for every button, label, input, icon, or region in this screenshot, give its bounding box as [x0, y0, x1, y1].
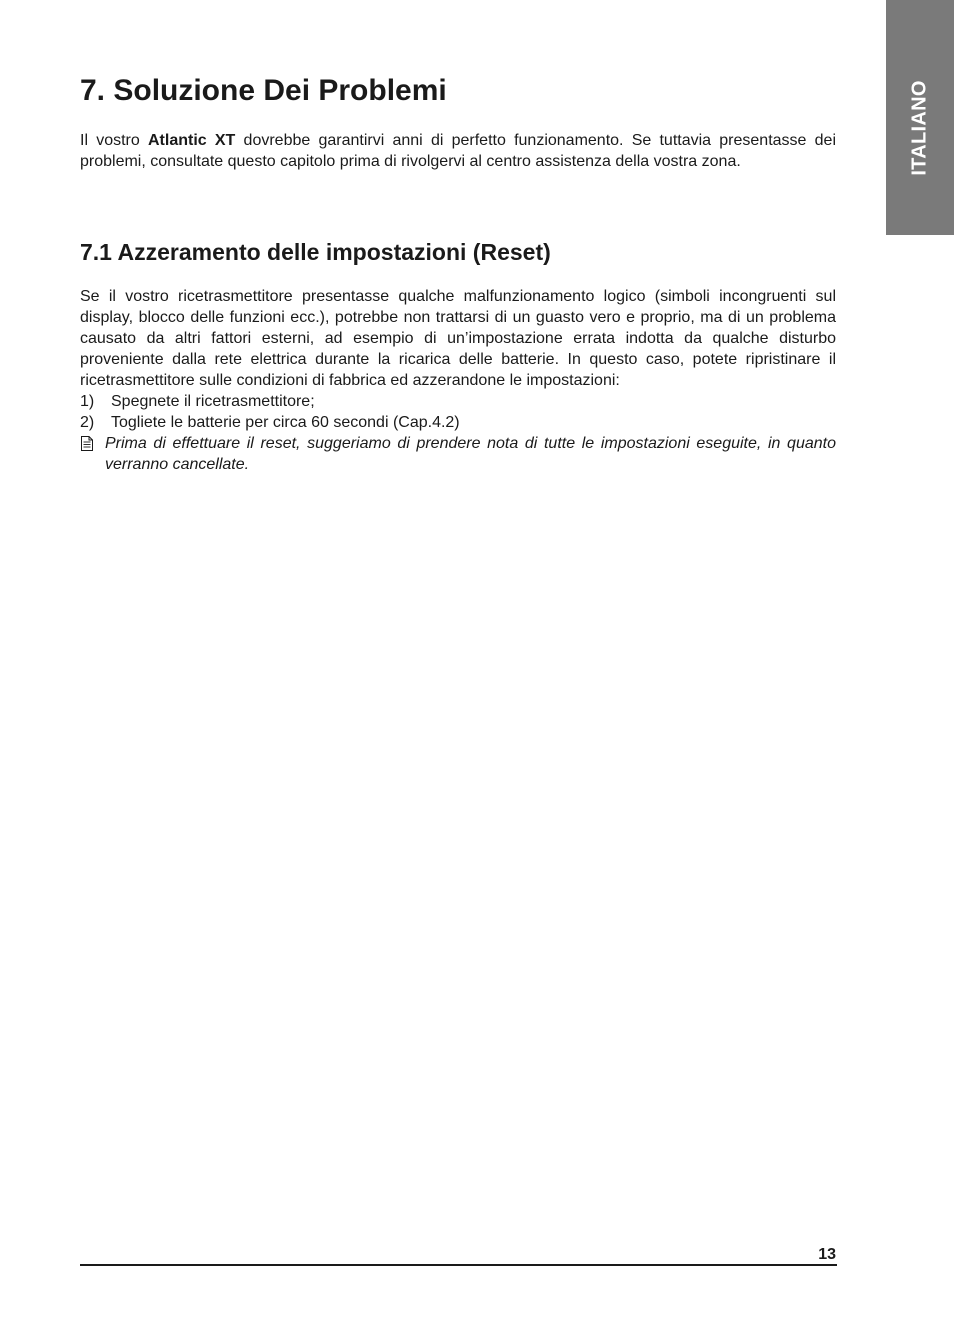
footer-rule	[80, 1264, 837, 1266]
steps-list	[80, 391, 836, 433]
note-icon	[80, 433, 105, 454]
language-tab	[886, 0, 954, 235]
page-number: 13	[818, 1246, 836, 1263]
intro-paragraph	[80, 130, 836, 172]
note-text: Prima di effettuare il reset, suggeriamo di prendere nota di tutte le impostazioni eseguite, in quanto verranno cancellate.	[105, 435, 836, 473]
section-title: 7.1 Azzeramento delle impostazioni (Reset)	[80, 239, 551, 265]
product-name: Atlantic XT	[148, 132, 236, 149]
step-number: 2)	[80, 414, 95, 431]
list-item	[80, 391, 836, 412]
step-text: Spegnete il ricetrasmettitore;	[111, 393, 315, 410]
language-tab-label: ITALIANO	[908, 80, 931, 176]
section-body: Se il vostro ricetrasmettitore presentasse qualche malfunzionamento logico (simboli incongruenti sul display, blocco delle funzioni ecc.), potrebbe non trattarsi di un guasto vero e proprio, ma di un problema causato da altri fattori esterni, ad esempio di un’impostazione errata indotta da qualche disturbo proveniente dalla rete elettrica durante la ricarica delle batterie. In questo caso, potete ripristinare il ricetrasmettitore sulle condizioni di fabbrica ed azzerandone le impostazioni:	[80, 288, 836, 389]
list-item	[80, 412, 836, 433]
intro-suffix: dovrebbe garantirvi anni di perfetto funzionamento. Se tuttavia presentasse dei problemi, consultate questo capitolo prima di rivolgervi al centro assistenza della vostra zona.	[80, 132, 836, 170]
intro-prefix: Il vostro	[80, 132, 148, 149]
step-text: Togliete le batterie per circa 60 secondi (Cap.4.2)	[111, 414, 460, 431]
page-title: 7. Soluzione Dei Problemi	[80, 74, 447, 107]
step-number: 1)	[80, 393, 95, 410]
note-block	[80, 433, 836, 475]
